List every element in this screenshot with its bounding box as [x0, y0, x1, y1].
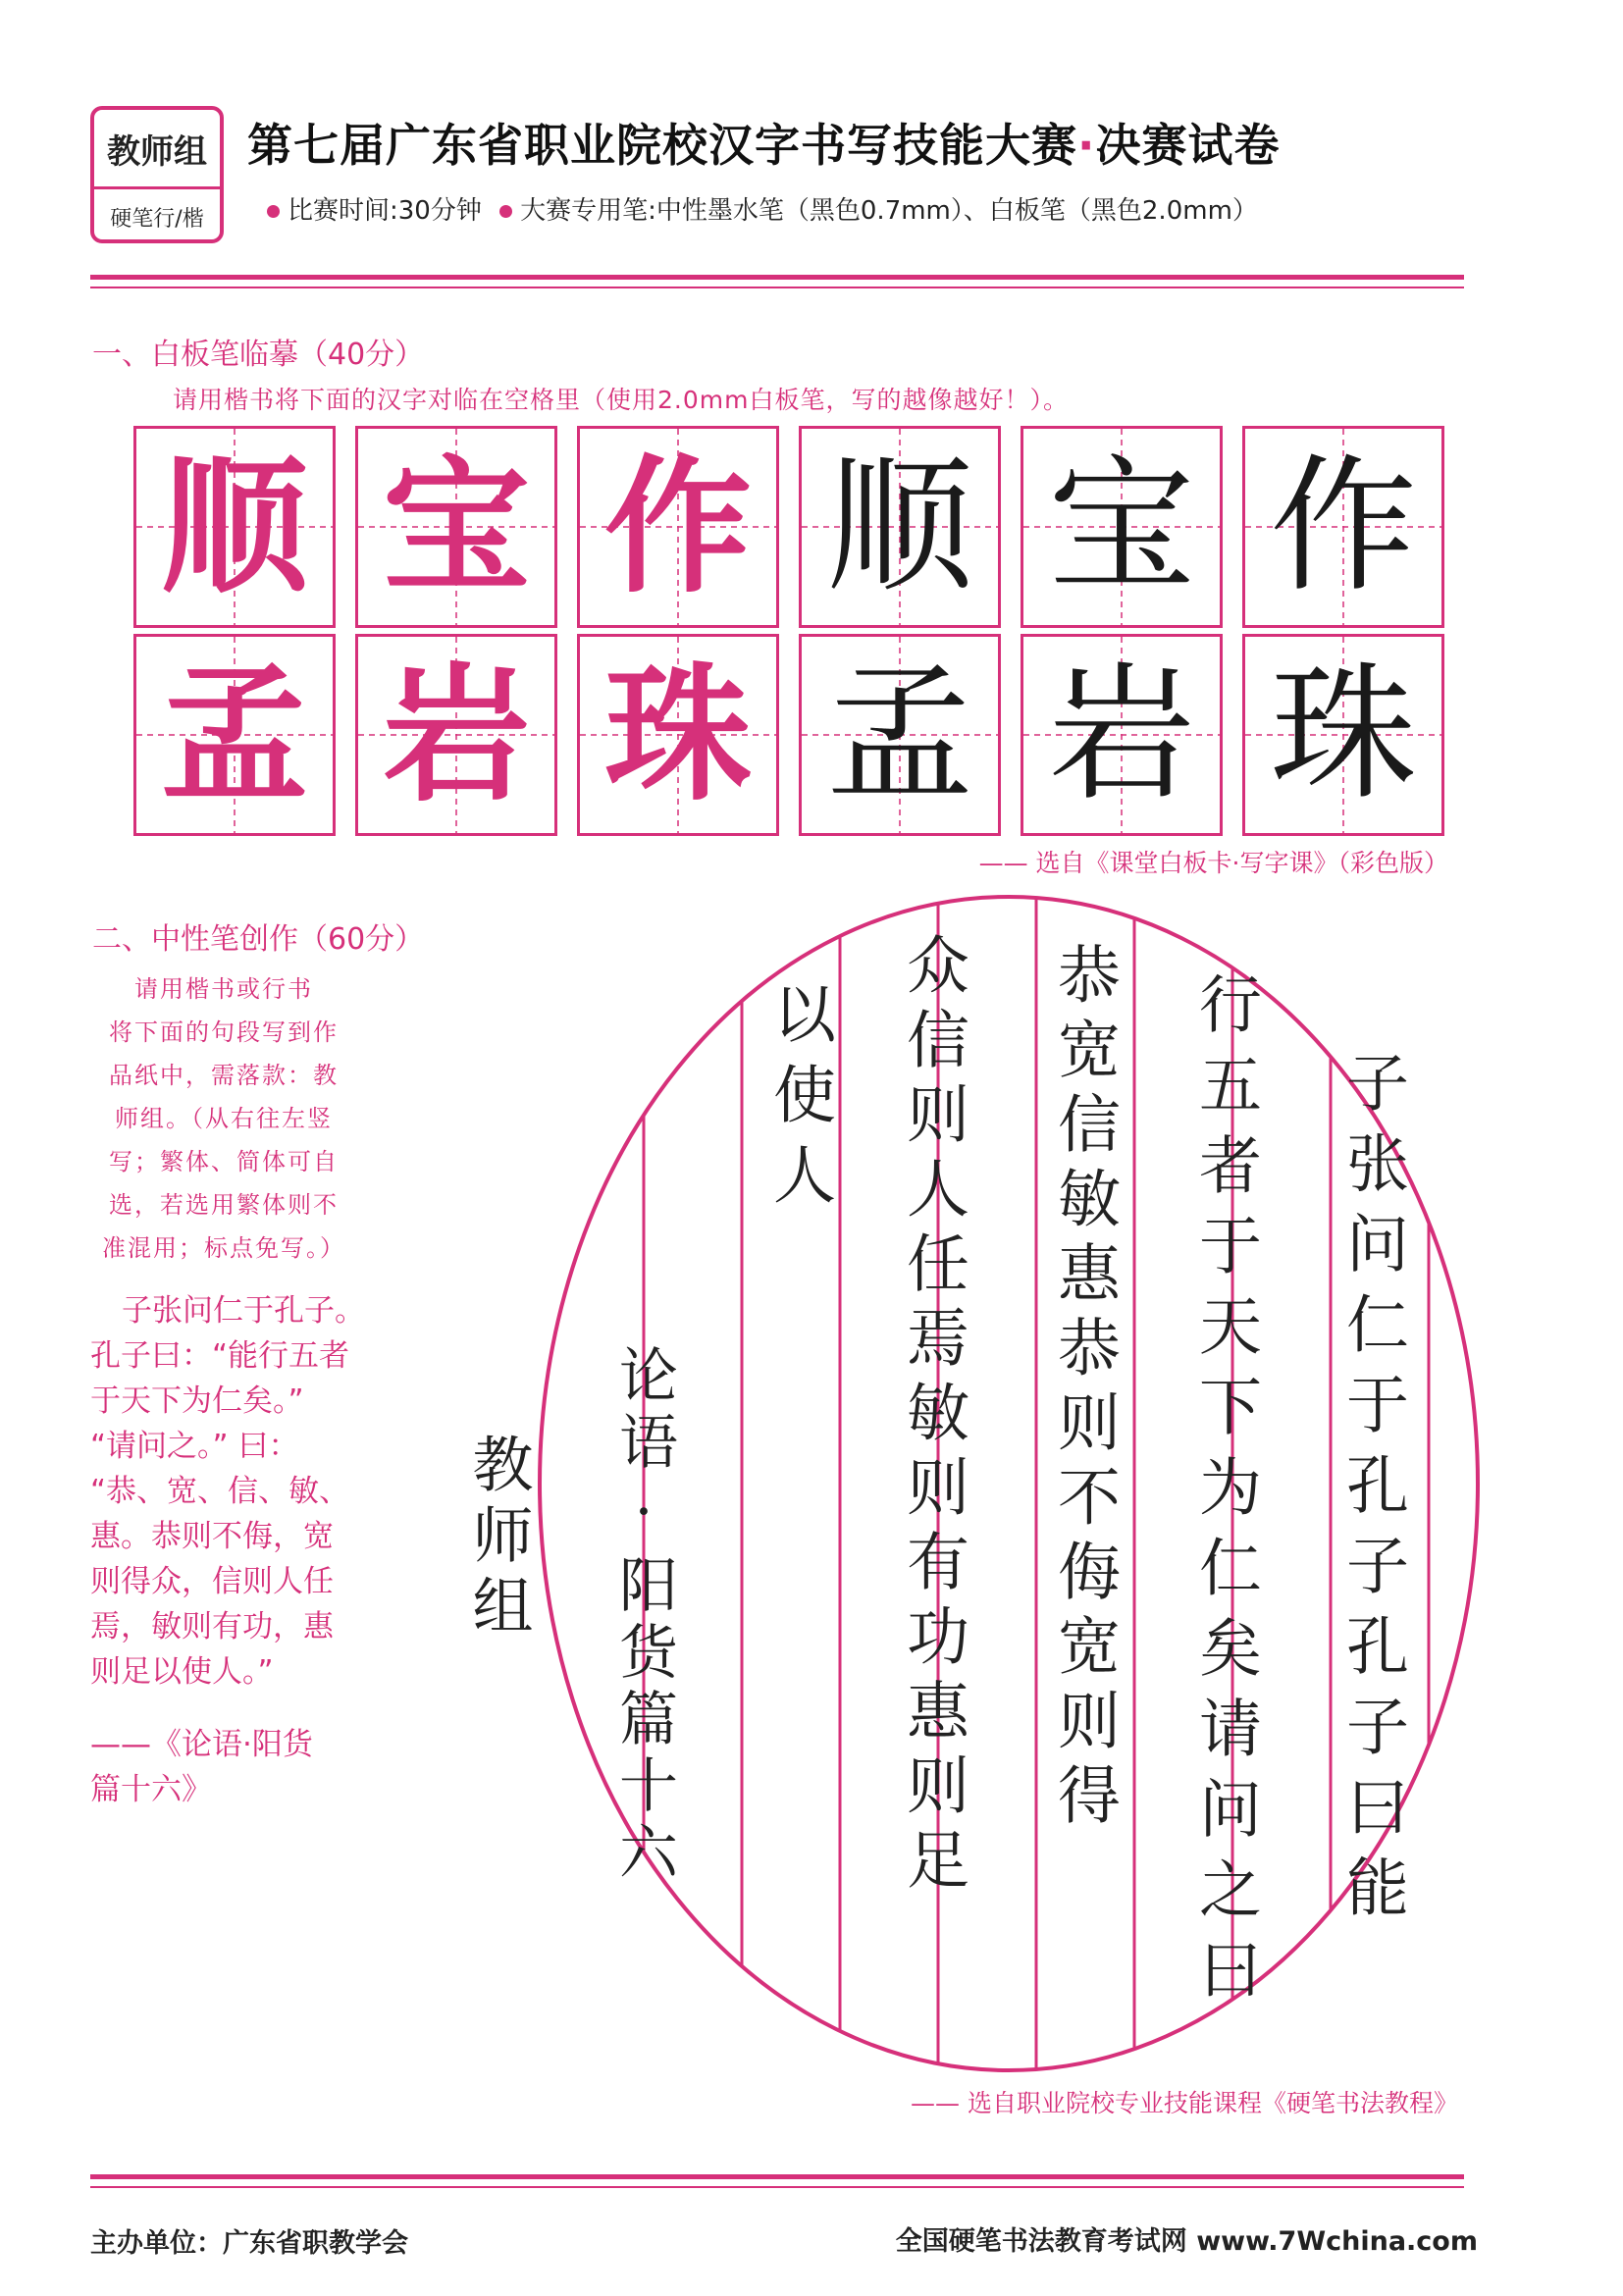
model-char-cell [577, 634, 779, 836]
title-suffix: 决赛试卷 [1095, 119, 1281, 172]
badge-group-label: 教师组 [94, 110, 220, 189]
passage-line: 则得众，信则人任 [90, 1564, 334, 1599]
grid-character: 宝 [382, 441, 530, 613]
instruction-line: 选，若选用繁体则不 [109, 1191, 339, 1219]
grid-character: 顺 [825, 442, 973, 612]
grid-character: 顺 [160, 441, 308, 613]
copy-char-cell [1242, 426, 1444, 628]
grid-character: 作 [1269, 442, 1417, 612]
copy-char-cell [1021, 634, 1223, 836]
header-rule-thin [90, 287, 1464, 288]
grid-character: 孟 [825, 650, 973, 820]
instruction-line: 师组。（从右往左竖 [115, 1105, 333, 1132]
instruction-line: 品纸中，需落款：教 [109, 1062, 339, 1089]
model-char-cell [355, 426, 557, 628]
header-rule-thick [90, 275, 1464, 280]
handwriting-column: 恭宽信敏惠恭则不侮宽则得 [1047, 942, 1120, 1837]
page-title [247, 110, 1280, 175]
handwriting-column: 以使人 [762, 981, 835, 1223]
handwriting-column: 子张问仁于孔子孔子曰能 [1335, 1050, 1408, 1935]
passage-line: 惠。恭则不侮，宽 [90, 1519, 334, 1554]
instruction-line: 准混用；标点免写。） [102, 1234, 345, 1262]
handwriting-column: 众信则人任焉敏则有功惠则足 [896, 932, 969, 1902]
model-char-cell [133, 426, 336, 628]
section1-instruction: 请用楷书将下面的汉字对临在空格里（使用2.0mm白板笔，写的越像越好！）。 [173, 386, 1069, 414]
instruction-line: 写；繁体、简体可自 [109, 1148, 339, 1175]
handwriting-source: 论语·阳货篇十六 [609, 1344, 678, 1888]
passage-line: 于天下为仁矣。” [90, 1383, 304, 1419]
passage-line: “请问之。” 曰： [90, 1429, 299, 1464]
passage-line: “恭、宽、信、敏、 [90, 1474, 350, 1509]
copy-char-cell [799, 634, 1001, 836]
passage-line: 孔子曰：“能行五者 [90, 1338, 350, 1374]
grid-character: 孟 [160, 649, 308, 821]
passage-line: 则足以使人。” [90, 1654, 274, 1690]
exam-pen: 大赛专用笔:中性墨水笔（黑色0.7mm）、白板笔（黑色2.0mm） [520, 196, 1258, 226]
model-char-cell [355, 634, 557, 836]
footer-rule-thick [90, 2174, 1464, 2179]
grid-character: 珠 [1269, 650, 1417, 820]
copy-char-cell [799, 426, 1001, 628]
passage-line: 篇十六》 [90, 1772, 212, 1807]
model-char-cell [133, 634, 336, 836]
instruction-line: 将下面的句段写到作 [109, 1018, 339, 1046]
badge-category-label: 硬笔行/楷 [110, 206, 204, 232]
grid-character: 宝 [1047, 442, 1195, 612]
title-main: 第七届广东省职业院校汉字书写技能大赛 [247, 119, 1077, 172]
instruction-line: 请用楷书或行书 [134, 975, 313, 1003]
passage-line: ——《论语·阳货 [90, 1727, 313, 1762]
website: 全国硬笔书法教育考试网 www.7Wchina.com [895, 2226, 1478, 2257]
copy-char-cell [1242, 634, 1444, 836]
section1-source: —— 选自《课堂白板卡·写字课》（彩色版） [978, 849, 1448, 877]
grid-character: 珠 [603, 649, 752, 821]
section2-title: 二、中性笔创作（60分） [92, 922, 425, 957]
grid-character: 岩 [1047, 650, 1195, 820]
group-badge [90, 106, 224, 243]
copy-char-cell [1021, 426, 1223, 628]
bullet-dot-icon [267, 205, 280, 218]
title-dot: · [1077, 119, 1096, 172]
model-char-cell [577, 426, 779, 628]
handwriting-signature: 教师组 [462, 1433, 534, 1644]
handwriting-column: 行五者于天下为仁矣请问之曰 [1188, 971, 1261, 2017]
section1-title: 一、白板笔临摹（40分） [92, 338, 425, 372]
passage-line: 子张问仁于孔子。 [122, 1293, 365, 1329]
organizer: 主办单位：广东省职教学会 [90, 2228, 408, 2259]
section2-source: —— 选自职业院校专业技能课程《硬笔书法教程》 [911, 2089, 1458, 2117]
exam-info [267, 190, 1258, 227]
footer-rule-thin [90, 2186, 1464, 2188]
grid-character: 作 [603, 441, 752, 613]
passage-line: 焉，敏则有功，惠 [90, 1609, 334, 1644]
exam-time: 比赛时间:30分钟 [288, 196, 482, 226]
bullet-dot-icon [499, 205, 512, 218]
grid-character: 岩 [382, 649, 530, 821]
